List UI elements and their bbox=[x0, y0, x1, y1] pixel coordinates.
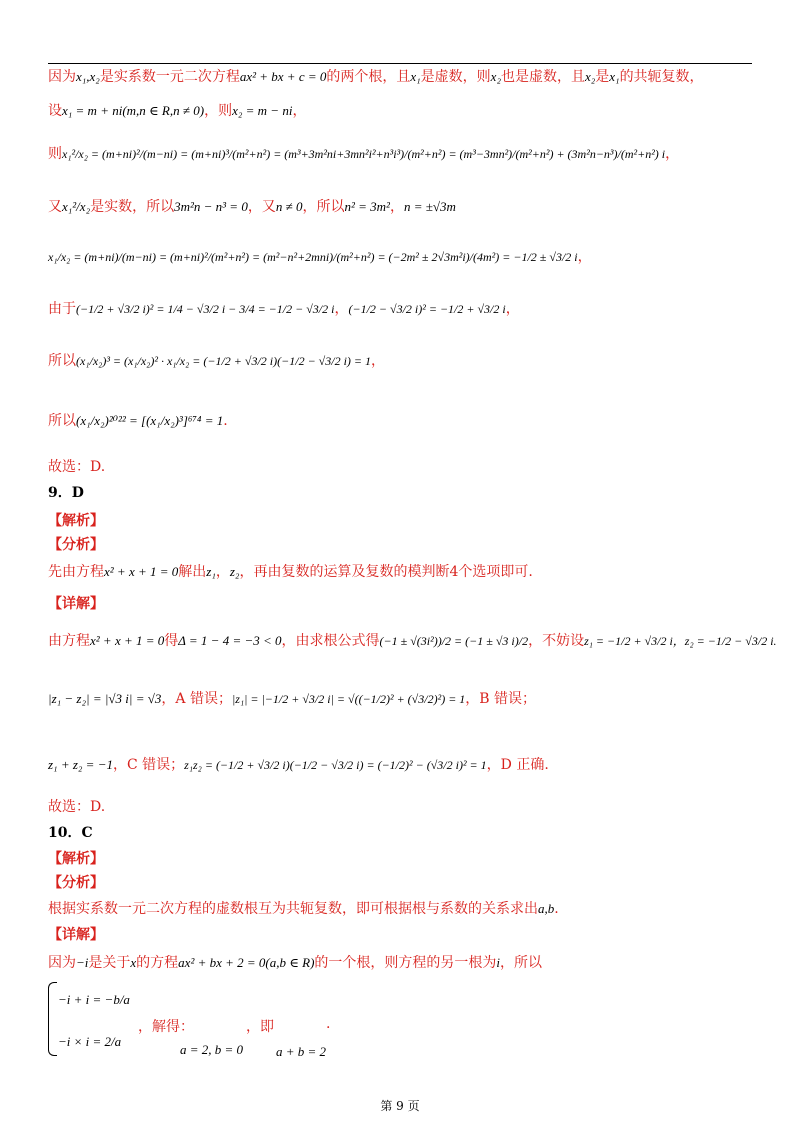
formula: Δ = 1 − 4 = −3 < 0 bbox=[178, 633, 282, 648]
text: 的方程 bbox=[136, 955, 179, 971]
text: 所以 bbox=[48, 413, 76, 429]
text: 得 bbox=[164, 633, 179, 649]
text: 的共轭复数， bbox=[619, 69, 704, 85]
formula: ax² + bx + 2 = 0(a,b ∈ R) bbox=[178, 955, 315, 970]
formula: x₁/x₂ = (m+ni)/(m−ni) = (m+ni)²/(m²+n²) = (m²−n²+2mni)/(m²+n²) = (−2m² ± 2√3m²i)/(4m²) = −1/2 ± √3/2 i bbox=[48, 250, 578, 264]
formula: z₁z₂ = (−1/2 + √3/2 i)(−1/2 − √3/2 i) = (−1/2)² − (√3/2 i)² = 1 bbox=[184, 758, 487, 772]
text: 根据实系数一元二次方程的虚数根互为共轭复数，即可根据根与系数的关系求出 bbox=[48, 901, 538, 917]
section-analysis: 【解析】 bbox=[48, 851, 104, 867]
text: ，C 错误； bbox=[112, 757, 185, 773]
text: 因为 bbox=[48, 69, 76, 85]
solution-line-8 bbox=[48, 410, 228, 430]
formula: (−1/2 + √3/2 i)² = 1/4 − √3/2 i − 3/4 = −1/2 − √3/2 i bbox=[76, 302, 335, 316]
text: ，B 错误； bbox=[465, 691, 537, 707]
text: 是关于 bbox=[88, 955, 131, 971]
formula: z₁ bbox=[206, 564, 216, 579]
page-footer: 第 9 页 bbox=[380, 1099, 420, 1113]
formula: −i bbox=[76, 955, 89, 970]
solution-line-7 bbox=[48, 350, 385, 370]
formula: x₁ bbox=[410, 69, 421, 84]
formula: (−1 ± √(3i²))/2 = (−1 ± √3 i)/2 bbox=[379, 634, 529, 648]
text: 由方程 bbox=[48, 633, 90, 649]
system-brace bbox=[48, 982, 57, 1056]
text: ，所以 bbox=[500, 955, 543, 971]
formula: (−1/2 − √3/2 i)² = −1/2 + √3/2 i bbox=[348, 302, 506, 316]
text: ，又 bbox=[247, 199, 276, 215]
text: 是 bbox=[595, 69, 610, 85]
analysis-text bbox=[48, 561, 533, 581]
section-outline: 【分析】 bbox=[48, 537, 104, 553]
section-detail: 【详解】 bbox=[48, 927, 104, 943]
solution-line-1 bbox=[48, 66, 704, 86]
section-outline: 【分析】 bbox=[48, 875, 104, 891]
detail-line-1 bbox=[48, 952, 542, 972]
solution-line-4 bbox=[48, 196, 456, 216]
text: ，所以 bbox=[302, 199, 345, 215]
section-detail: 【详解】 bbox=[48, 596, 104, 612]
formula: |z₁| = |−1/2 + √3/2 i| = √((−1/2)² + (√3/2)²) = 1 bbox=[231, 692, 466, 706]
answer-line: 故选：D. bbox=[48, 799, 106, 815]
formula: x bbox=[130, 955, 137, 970]
formula: |z₁ − z₂| = |√3 i| = √3 bbox=[48, 691, 162, 706]
text: 的两个根，且 bbox=[326, 69, 411, 85]
solve-text: ，解得： bbox=[138, 1019, 194, 1035]
text: 解出 bbox=[178, 564, 207, 580]
formula: (x₁/x₂)²⁰²² = [(x₁/x₂)³]⁶⁷⁴ = 1 bbox=[76, 413, 224, 428]
text: 也是虚数，且 bbox=[500, 69, 585, 85]
text: 是虚数，则 bbox=[420, 69, 491, 85]
final-result: a + b = 2 bbox=[276, 1044, 327, 1059]
final-period: . bbox=[326, 1016, 331, 1032]
text: 由于 bbox=[48, 301, 76, 317]
text: 的一个根，则方程的另一根为 bbox=[314, 955, 497, 971]
formula: (x₁/x₂)³ = (x₁/x₂)² · x₁/x₂ = (−1/2 + √3/2 i)(−1/2 − √3/2 i) = 1 bbox=[76, 354, 372, 368]
text: 设 bbox=[48, 103, 62, 119]
text: ， bbox=[371, 353, 386, 369]
question-number: 10．C bbox=[48, 825, 93, 841]
formula: x² + x + 1 = 0 bbox=[90, 633, 165, 648]
text: 因为 bbox=[48, 955, 76, 971]
text: ， bbox=[665, 146, 680, 162]
formula: i bbox=[496, 955, 501, 970]
formula: ax² + bx + c = 0 bbox=[239, 69, 327, 84]
formula: z₁ + z₂ = −1 bbox=[48, 757, 113, 772]
formula: x₁ = m + ni(m,n ∈ R,n ≠ 0) bbox=[62, 103, 205, 118]
question-number: 9．D bbox=[48, 485, 84, 501]
text: 则 bbox=[48, 146, 62, 162]
system-equation-2: −i × i = 2/a bbox=[58, 1034, 122, 1049]
text: ，则 bbox=[204, 103, 233, 119]
solution-line-6 bbox=[48, 298, 520, 318]
detail-line-1 bbox=[48, 630, 777, 650]
detail-line-2 bbox=[48, 688, 536, 708]
system-equation-1: −i + i = −b/a bbox=[58, 992, 130, 1007]
text: ， bbox=[577, 249, 592, 265]
formula: n² = 3m² bbox=[344, 199, 390, 214]
text: ，由求根公式得 bbox=[281, 633, 380, 649]
text: 所以 bbox=[48, 353, 76, 369]
analysis-text bbox=[48, 898, 559, 918]
text: 又 bbox=[48, 199, 62, 215]
text: ，不妨设 bbox=[528, 633, 585, 649]
solution-line-2 bbox=[48, 100, 306, 120]
formula: x₁,x₂ bbox=[76, 69, 100, 84]
formula: x₁ bbox=[609, 69, 620, 84]
section-analysis: 【解析】 bbox=[48, 513, 104, 529]
therefore-text: ，即 bbox=[246, 1019, 274, 1035]
formula: 3m²n − n³ = 0 bbox=[174, 199, 248, 214]
text: ，A 错误； bbox=[161, 691, 232, 707]
answer-line: 故选：D. bbox=[48, 459, 106, 475]
text: . bbox=[223, 413, 228, 429]
text: ， bbox=[292, 103, 307, 119]
text: ，再由复数的运算及复数的模判断4个选项即可. bbox=[239, 564, 533, 580]
text: 先由方程 bbox=[48, 564, 104, 580]
text: ， bbox=[505, 301, 520, 317]
formula: x₁²/x₂ bbox=[62, 199, 91, 214]
text: ，D 正确. bbox=[486, 757, 549, 773]
formula: a,b bbox=[538, 901, 555, 916]
text: . bbox=[554, 901, 559, 917]
text: 是实数，所以 bbox=[90, 199, 175, 215]
solution-values: a = 2, b = 0 bbox=[180, 1042, 244, 1057]
formula: n ≠ 0 bbox=[275, 199, 303, 214]
formula: x₂ = m − ni bbox=[232, 103, 293, 118]
header-rule bbox=[48, 63, 752, 64]
solution-line-3 bbox=[48, 143, 679, 163]
formula: x₂ bbox=[490, 69, 501, 84]
formula: n = ±√3m bbox=[403, 199, 456, 214]
text: ， bbox=[389, 199, 404, 215]
formula: z₂ bbox=[229, 564, 240, 579]
text: ， bbox=[215, 564, 230, 580]
formula: x² + x + 1 = 0 bbox=[104, 564, 179, 579]
solution-line-5 bbox=[48, 246, 592, 266]
detail-line-3 bbox=[48, 754, 549, 774]
text: ， bbox=[334, 301, 349, 317]
formula: x₂ bbox=[584, 69, 596, 84]
formula: z₁ = −1/2 + √3/2 i，z₂ = −1/2 − √3/2 i. bbox=[584, 634, 777, 648]
formula: x₁²/x₂ = (m+ni)²/(m−ni) = (m+ni)³/(m²+n²) = (m³+3m²ni+3mn²i²+n³i³)/(m²+n²) = (m³−3mn²)/(m²+n²) + (3m²n−n³)/(m²+n²) i bbox=[62, 147, 666, 161]
text: 是实系数一元二次方程 bbox=[99, 69, 240, 85]
